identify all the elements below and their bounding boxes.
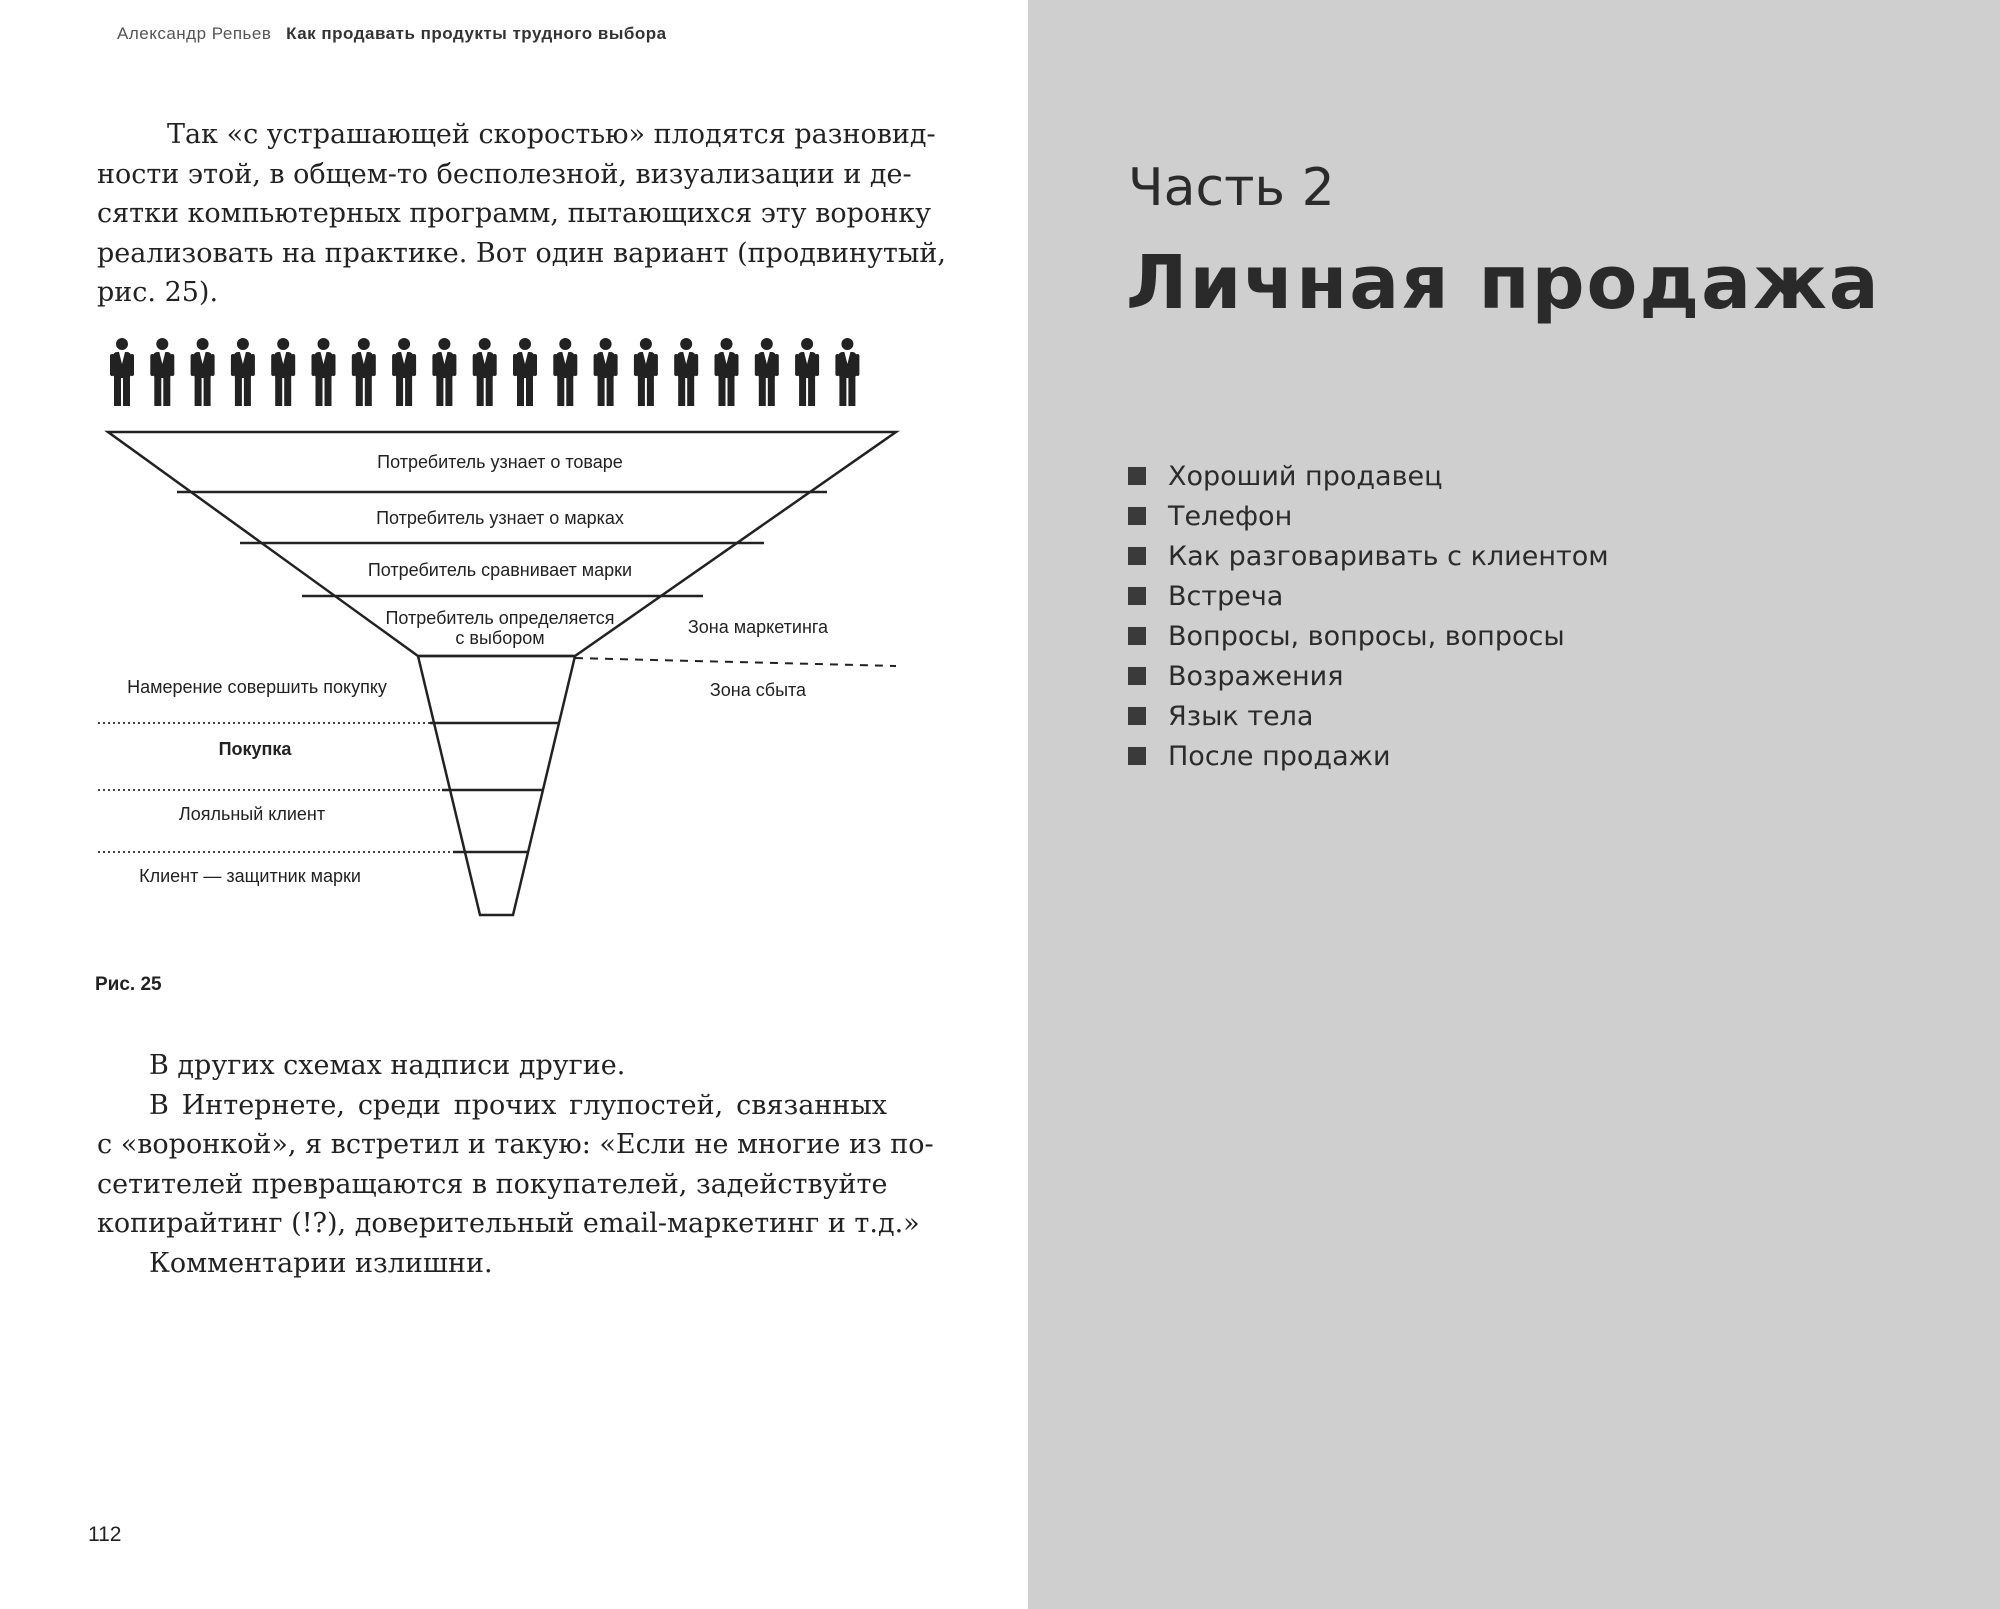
part-title: Личная продажа — [1126, 240, 1881, 326]
person-icon — [553, 338, 577, 406]
text-line: реализовать на практике. Вот один вариант (продвинутый, — [97, 237, 946, 269]
text-line: Так «с устрашающей скоростью» плодятся разновид- — [167, 119, 936, 150]
person-icon — [674, 338, 698, 406]
chapter-title: После продажи — [1168, 740, 1391, 772]
person-icon — [110, 338, 134, 406]
funnel-bottom-outline — [418, 656, 575, 915]
text-line: В других схемах надписи другие. — [149, 1050, 626, 1081]
chapter-item — [1128, 736, 1609, 776]
funnel-level-label: Потребитель узнает о товаре — [377, 452, 623, 472]
chapter-item — [1128, 616, 1609, 656]
square-bullet-icon — [1128, 667, 1146, 685]
chapter-item — [1128, 696, 1609, 736]
person-icon — [795, 338, 819, 406]
funnel-level-label: Потребитель сравнивает марки — [367, 560, 633, 580]
person-icon — [513, 338, 537, 406]
text-line: ности этой, в общем-то бесполезной, визуализации и де- — [97, 158, 912, 190]
sales-stage-label: Лояльный клиент — [178, 804, 326, 824]
person-icon — [755, 338, 779, 406]
chapter-item — [1128, 536, 1609, 576]
person-icon — [432, 338, 456, 406]
intro-paragraph — [97, 115, 946, 313]
zone-sales-label: Зона сбыта — [709, 680, 807, 700]
square-bullet-icon — [1128, 587, 1146, 605]
zone-marketing-label: Зона маркетинга — [687, 617, 829, 637]
funnel-level-label: с выбором — [455, 628, 545, 648]
running-head — [117, 24, 667, 44]
person-icon — [352, 338, 376, 406]
chapter-title: Возражения — [1168, 660, 1344, 692]
person-icon — [715, 338, 739, 406]
square-bullet-icon — [1128, 747, 1146, 765]
person-icon — [231, 338, 255, 406]
person-icon — [312, 338, 336, 406]
text-line: рис. 25). — [97, 277, 219, 308]
chapter-title: Телефон — [1168, 500, 1293, 532]
funnel-level-label: Потребитель узнает о марках — [376, 508, 624, 528]
zone-divider-line — [575, 658, 896, 666]
chapter-title: Хороший продавец — [1168, 460, 1443, 492]
figure-caption: Рис. 25 — [95, 974, 162, 995]
sales-stage-label: Клиент — защитник марки — [139, 866, 361, 886]
chapter-title: Встреча — [1168, 580, 1284, 612]
chapter-item — [1128, 576, 1609, 616]
square-bullet-icon — [1128, 707, 1146, 725]
person-icon — [594, 338, 618, 406]
person-icon — [835, 338, 859, 406]
person-icon — [271, 338, 295, 406]
person-icon — [473, 338, 497, 406]
text-line: сетителей превращаются в покупателей, задействуйте — [97, 1168, 888, 1200]
chapter-title: Вопросы, вопросы, вопросы — [1168, 620, 1565, 652]
chapter-item — [1128, 456, 1609, 496]
sales-stage-label: Покупка — [218, 739, 292, 759]
text-line: Комментарии излишни. — [149, 1247, 493, 1279]
square-bullet-icon — [1128, 467, 1146, 485]
person-icon — [191, 338, 215, 406]
chapter-item — [1128, 656, 1609, 696]
chapter-item — [1128, 496, 1609, 536]
author-name: Александр Репьев — [117, 24, 272, 43]
people-row — [110, 338, 859, 406]
book-title: Как продавать продукты трудного выбора — [286, 24, 667, 43]
funnel-level-label: Потребитель определяется — [385, 608, 615, 628]
page-number: 112 — [88, 1523, 122, 1546]
square-bullet-icon — [1128, 547, 1146, 565]
square-bullet-icon — [1128, 627, 1146, 645]
person-icon — [634, 338, 658, 406]
funnel-diagram — [90, 330, 930, 930]
part-number: Часть 2 — [1128, 158, 1335, 218]
text-line: В Интернете, среди прочих глупостей, связанных — [149, 1089, 887, 1121]
text-line: копирайтинг (!?), доверительный email-маркетинг и т.д.» — [97, 1208, 920, 1239]
square-bullet-icon — [1128, 507, 1146, 525]
sales-stage-label: Намерение совершить покупку — [127, 677, 387, 697]
chapter-title: Как разговаривать с клиентом — [1168, 540, 1609, 572]
closing-paragraph — [97, 1046, 934, 1283]
right-page — [1028, 0, 2000, 1609]
text-line: с «воронкой», я встретил и такую: «Если не многие из по- — [97, 1129, 934, 1160]
text-line: сятки компьютерных программ, пытающихся эту воронку — [97, 198, 931, 229]
chapter-title: Язык тела — [1168, 700, 1314, 732]
chapter-list — [1128, 456, 1609, 776]
sales-funnel-figure — [90, 330, 930, 930]
person-icon — [392, 338, 416, 406]
person-icon — [150, 338, 174, 406]
